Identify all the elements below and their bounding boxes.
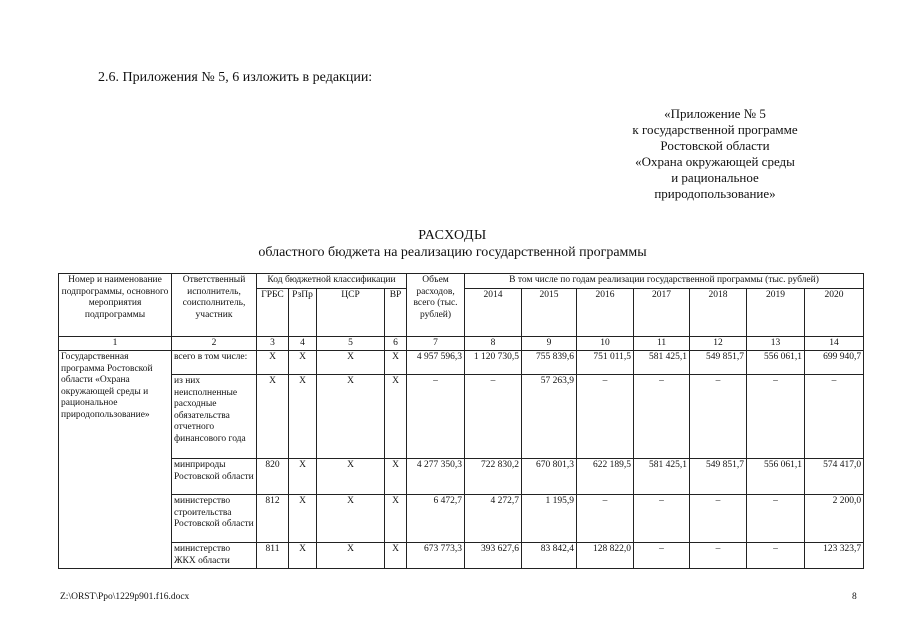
csr-cell: Х [317,495,385,543]
table-row [59,495,864,543]
year-value-cell: 393 627,6 [465,543,522,569]
year-value-cell: 1 120 730,5 [465,351,522,375]
year-value-cell: 622 189,5 [577,459,634,495]
appendix-line: «Охрана окружающей среды [635,154,795,169]
year-value-cell: – [634,495,690,543]
program-name-cell: Государственная программа Ростовской области «Охрана окружающей среды и рациональное природопользование» [59,351,172,569]
vr-cell: Х [385,375,407,459]
grbs-cell: Х [257,351,289,375]
header-year: 2019 [747,288,805,336]
year-value-cell: – [634,543,690,569]
header-rzpr: РзПр [289,288,317,336]
column-number: 7 [407,336,465,351]
year-value-cell: – [577,375,634,459]
column-number: 12 [690,336,747,351]
appendix-line: природопользование» [654,186,776,201]
csr-cell: Х [317,543,385,569]
column-numbers-row [59,336,864,351]
rzpr-cell: Х [289,351,317,375]
column-number: 9 [522,336,577,351]
year-value-cell: 581 425,1 [634,459,690,495]
executor-cell: минприроды Ростовской области [172,459,257,495]
appendix-line: Ростовской области [660,138,770,153]
rzpr-cell: Х [289,495,317,543]
year-value-cell: 4 272,7 [465,495,522,543]
header-year: 2014 [465,288,522,336]
total-cell: 4 957 596,3 [407,351,465,375]
year-value-cell: – [577,495,634,543]
csr-cell: Х [317,351,385,375]
year-value-cell: – [690,543,747,569]
header-code-group: Код бюджетной классификации [257,274,407,289]
vr-cell: Х [385,543,407,569]
year-value-cell: – [690,495,747,543]
year-value-cell: 549 851,7 [690,459,747,495]
grbs-cell: 820 [257,459,289,495]
year-value-cell: – [634,375,690,459]
document-subtitle: областного бюджета на реализацию государственной программы [258,245,647,260]
year-value-cell: 83 842,4 [522,543,577,569]
footer-file-path: Z:\ORST\Ppo\1229p901.f16.docx [60,592,190,602]
csr-cell: Х [317,375,385,459]
year-value-cell: – [465,375,522,459]
total-cell: – [407,375,465,459]
year-value-cell: 755 839,6 [522,351,577,375]
appendix-caption [585,106,845,202]
total-cell: 4 277 350,3 [407,459,465,495]
column-number: 11 [634,336,690,351]
csr-cell: Х [317,459,385,495]
header-name: Номер и наименование подпрограммы, основного мероприятия подпрограммы [59,274,172,337]
executor-cell: министерство строительства Ростовской области [172,495,257,543]
header-year: 2015 [522,288,577,336]
vr-cell: Х [385,351,407,375]
table-row [59,543,864,569]
year-value-cell: 722 830,2 [465,459,522,495]
total-cell: 6 472,7 [407,495,465,543]
header-year: 2017 [634,288,690,336]
year-value-cell: – [747,495,805,543]
header-volume: Объем расходов, всего (тыс. рублей) [407,274,465,337]
header-csr: ЦСР [317,288,385,336]
year-value-cell: 128 822,0 [577,543,634,569]
year-value-cell: 556 061,1 [747,459,805,495]
header-grbs: ГРБС [257,288,289,336]
table-row [59,459,864,495]
year-value-cell: 549 851,7 [690,351,747,375]
total-cell: 673 773,3 [407,543,465,569]
column-number: 4 [289,336,317,351]
header-year: 2016 [577,288,634,336]
year-value-cell: 581 425,1 [634,351,690,375]
header-year: 2018 [690,288,747,336]
column-number: 1 [59,336,172,351]
expenses-table [58,273,864,569]
year-value-cell: 556 061,1 [747,351,805,375]
header-vr: ВР [385,288,407,336]
year-value-cell: – [690,375,747,459]
rzpr-cell: Х [289,375,317,459]
column-number: 5 [317,336,385,351]
table-row [59,375,864,459]
footer-page-number: 8 [852,592,857,602]
year-value-cell: 2 200,0 [805,495,864,543]
appendix-line: и рациональное [671,170,759,185]
year-value-cell: 699 940,7 [805,351,864,375]
column-number: 10 [577,336,634,351]
header-years-group: В том числе по годам реализации государственной программы (тыс. рублей) [465,274,864,289]
grbs-cell: 812 [257,495,289,543]
document-title: РАСХОДЫ [418,228,487,243]
header-year: 2020 [805,288,864,336]
column-number: 6 [385,336,407,351]
executor-cell: министерство ЖКХ области [172,543,257,569]
year-value-cell: 574 417,0 [805,459,864,495]
executor-cell: из них неисполненные расходные обязательства отчетного финансового года [172,375,257,459]
table-row [59,351,864,375]
grbs-cell: Х [257,375,289,459]
header-executor: Ответственный исполнитель, соисполнитель, участник [172,274,257,337]
rzpr-cell: Х [289,459,317,495]
vr-cell: Х [385,495,407,543]
year-value-cell: – [747,543,805,569]
header-row [59,274,864,289]
column-number: 13 [747,336,805,351]
executor-cell: всего в том числе: [172,351,257,375]
grbs-cell: 811 [257,543,289,569]
year-value-cell: 1 195,9 [522,495,577,543]
column-number: 8 [465,336,522,351]
column-number: 14 [805,336,864,351]
year-value-cell: – [805,375,864,459]
column-number: 2 [172,336,257,351]
vr-cell: Х [385,459,407,495]
appendix-line: к государственной программе [632,122,798,137]
year-value-cell: 123 323,7 [805,543,864,569]
year-value-cell: 57 263,9 [522,375,577,459]
rzpr-cell: Х [289,543,317,569]
column-number: 3 [257,336,289,351]
year-value-cell: 751 011,5 [577,351,634,375]
appendix-line: «Приложение № 5 [664,106,766,121]
year-value-cell: 670 801,3 [522,459,577,495]
year-value-cell: – [747,375,805,459]
intro-text: 2.6. Приложения № 5, 6 изложить в редакции: [98,70,373,85]
